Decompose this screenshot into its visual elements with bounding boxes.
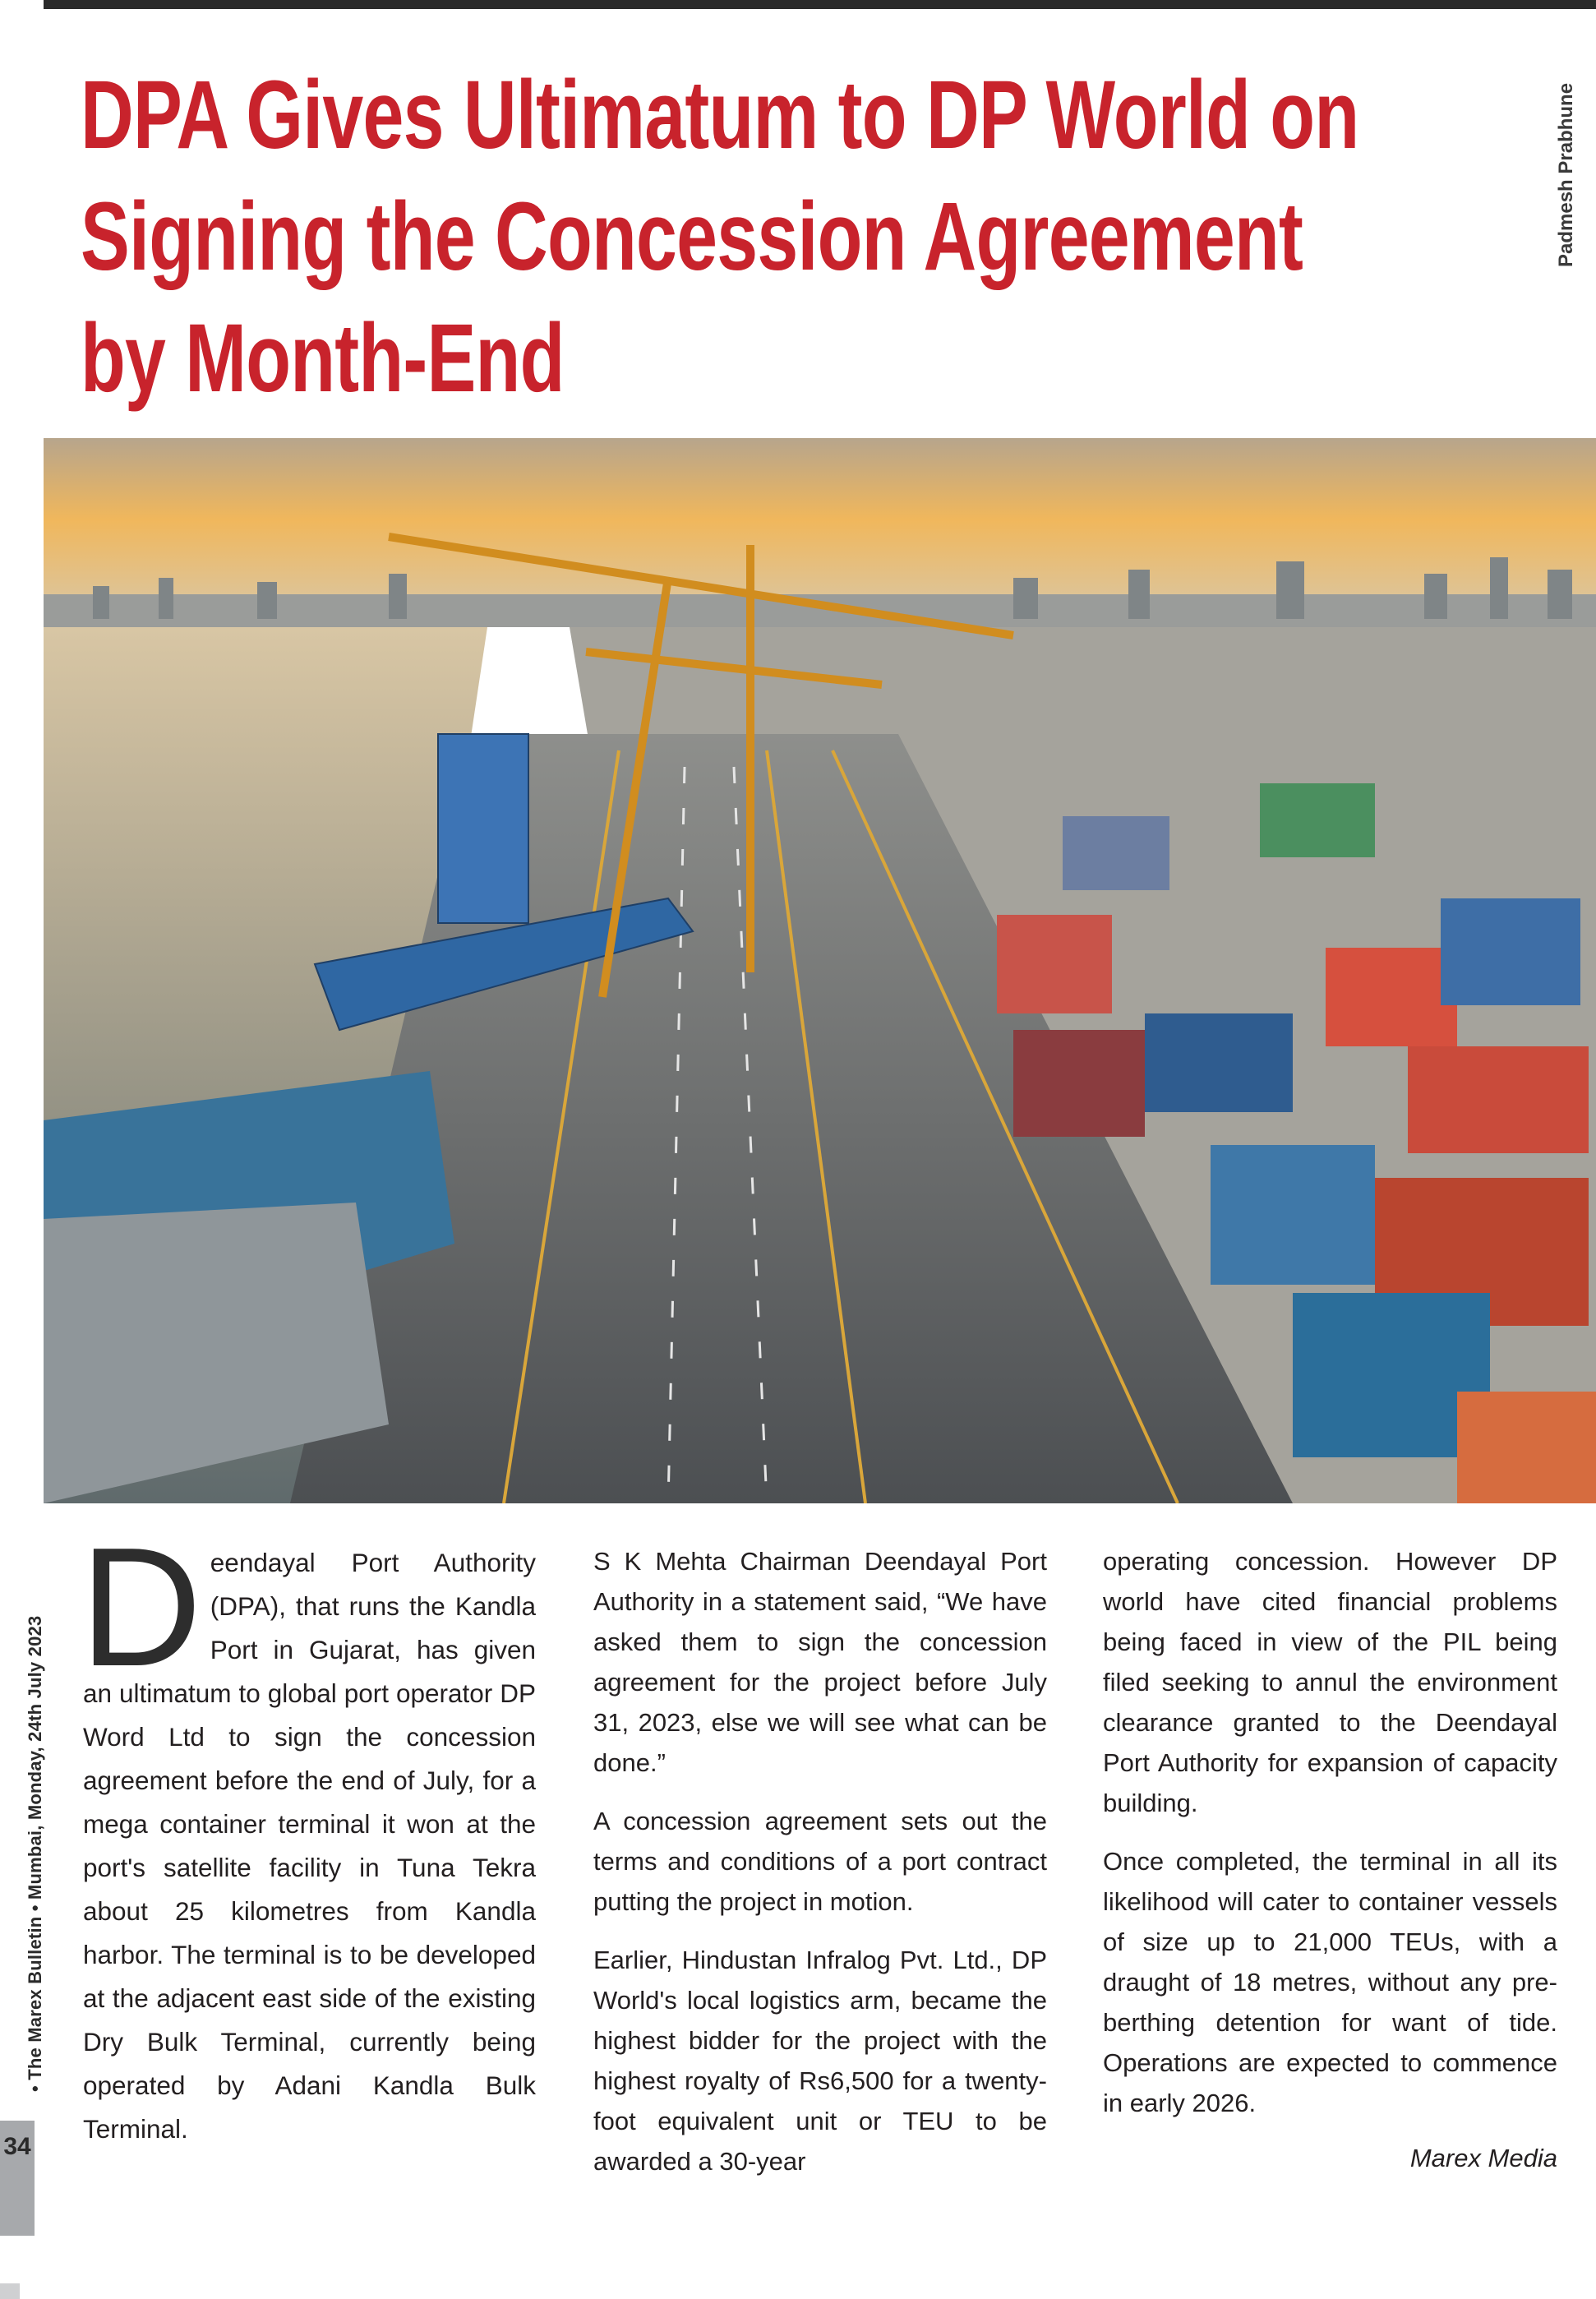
article-paragraph: Once completed, the terminal in all its likelihood will cater to container vessels of size up to 21,000 TEUs, with a draught of 18 metres, without any pre-berthing detention for want of tide. Operations are expected to commence in early 2026. (1103, 1847, 1557, 2117)
article-paragraph: S K Mehta Chairman Deendayal Port Authority in a statement said, “We have asked them to sign the concession agreement for the project before July 31, 2023, else we will see what can be done.” (593, 1547, 1047, 1777)
page-number: 34 (3, 2133, 31, 2160)
byline: Padmesh Prabhune (1555, 82, 1577, 267)
article-column-2 (593, 1541, 1047, 2200)
article-paragraph: operating concession. However DP world have cited financial problems being faced in view of the PIL being filed seeking to annul the environment clearance granted to the Deendayal Port Authority for expansion of capacity building. (1103, 1547, 1557, 1817)
credit-line: Marex Media (1409, 2144, 1557, 2172)
headline-line-2: Signing the Concession Agreement (81, 182, 1303, 291)
corner-mark (0, 2283, 20, 2299)
article-paragraph (80, 1512, 536, 2151)
article-paragraph: Earlier, Hindustan Infralog Pvt. Ltd., DP World's local logistics arm, became the highest bidder for the project with the highest royalty of Rs6,500 for a twenty-foot equivalent unit or TEU to be awarded a 30-year (593, 1946, 1047, 2176)
headline (81, 54, 1542, 419)
top-rule (44, 0, 1596, 9)
port-illustration (44, 438, 1596, 1503)
article-column-3 (1103, 1541, 1557, 2196)
paragraph-text: eendayal Port Authority (DPA), that runs the Kandla Port in Gujarat, has given an ultimatum to global port operator DP Word Ltd to sign the concession agreement before the end of July, for a mega container terminal it won at the port's satellite facility in Tuna Tekra about 25 kilometres from Kandla harbor. The terminal is to be developed at the adjacent east side of the existing Dry Bulk Terminal, currently being operated by Adani Kandla Bulk Terminal. (83, 1548, 536, 2144)
publication-line: • The Marex Bulletin • Mumbai, Monday, 24th July 2023 (25, 1615, 45, 2092)
headline-line-3: by Month-End (81, 304, 565, 413)
article-paragraph: A concession agreement sets out the terms and conditions of a port contract putting the project in motion. (593, 1807, 1047, 1916)
headline-line-1: DPA Gives Ultimatum to DP World on (81, 61, 1359, 169)
article-column-1 (80, 1512, 536, 2169)
port-photo (44, 438, 1596, 1503)
drop-cap: D (80, 1512, 202, 1701)
